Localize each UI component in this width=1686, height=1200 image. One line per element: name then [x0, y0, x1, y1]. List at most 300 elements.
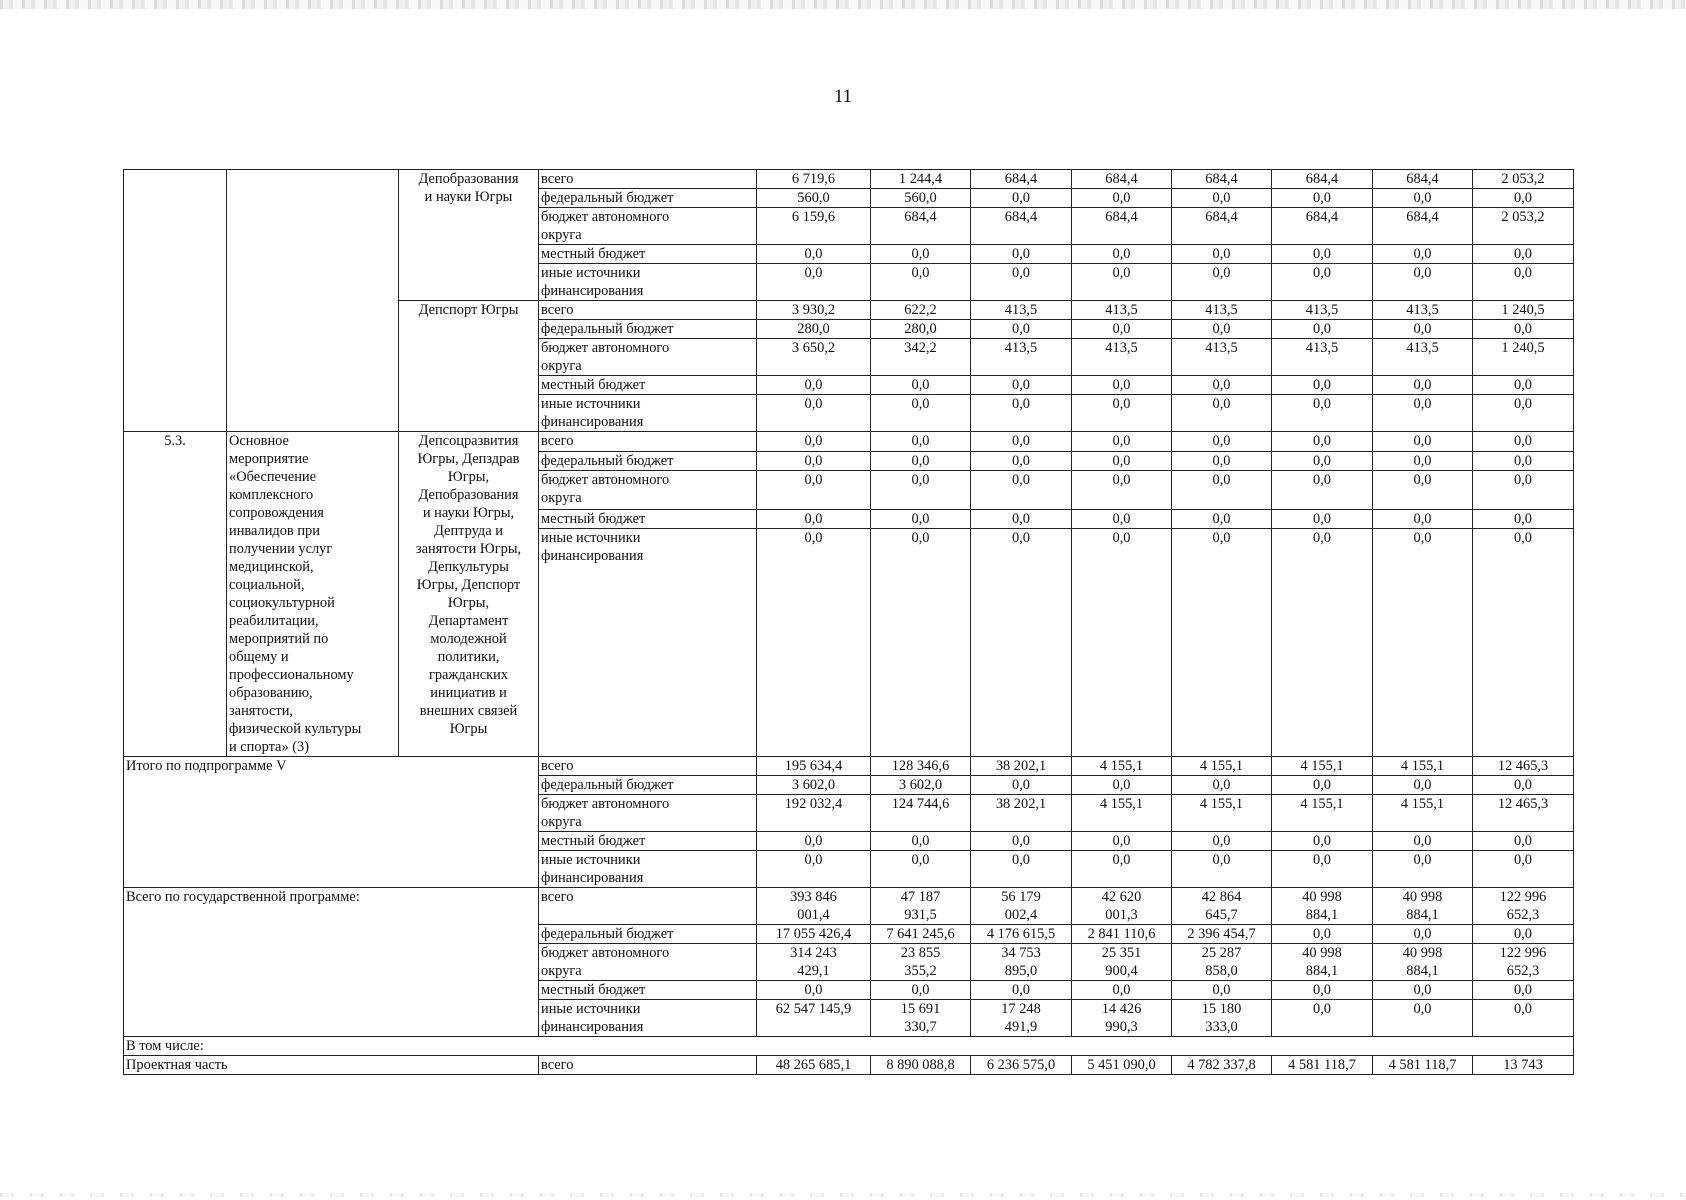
cell-text-line: 0,0	[1514, 1001, 1532, 1017]
executor-cell	[399, 432, 539, 757]
cell-text-line: всего	[541, 889, 574, 905]
value-cell	[1072, 320, 1172, 339]
value-cell	[1373, 189, 1473, 208]
value-cell	[871, 795, 971, 832]
cell-text-line: 413,5	[1205, 340, 1238, 356]
cell-text-line: 56 179	[1001, 889, 1041, 905]
table-row	[124, 888, 1574, 925]
value-cell	[971, 432, 1072, 452]
cell-text-line: 4 155,1	[1199, 758, 1244, 774]
cell-text-line: 0,0	[1413, 833, 1432, 849]
cell-text-line: и спорта» (3)	[229, 739, 310, 755]
funding-source-cell	[539, 851, 757, 888]
value-cell	[871, 888, 971, 925]
cell-text-line: 0,0	[911, 396, 930, 412]
cell-text-line: 0,0	[1012, 833, 1030, 849]
cell-text-line: политики,	[437, 649, 500, 665]
cell-text-line: иные источники	[541, 852, 641, 868]
value-cell	[971, 529, 1072, 757]
value-cell	[757, 776, 871, 795]
summary-label-cell	[124, 888, 539, 1037]
value-cell	[1373, 851, 1473, 888]
cell-text-line: социокультурной	[229, 595, 335, 611]
value-cell	[1473, 339, 1574, 376]
cell-text-line: 0,0	[1112, 452, 1131, 469]
value-cell	[1072, 189, 1172, 208]
value-cell	[971, 264, 1072, 301]
cell-text-line: 280,0	[797, 321, 830, 337]
cell-text-line: 6 719,6	[791, 171, 836, 187]
table-row	[124, 1056, 1574, 1075]
cell-text-line: округа	[541, 814, 582, 830]
cell-text-line: 4 176 615,5	[986, 926, 1056, 942]
cell-text-line: Югры,	[447, 469, 490, 485]
value-cell	[1473, 451, 1574, 471]
value-cell	[1272, 925, 1373, 944]
cell-text-line: Департамент	[428, 613, 509, 629]
value-cell	[1072, 339, 1172, 376]
cell-text-line: 0,0	[1313, 433, 1331, 449]
value-cell	[871, 189, 971, 208]
value-cell	[1072, 888, 1172, 925]
value-cell	[757, 944, 871, 981]
funding-source-cell	[539, 832, 757, 851]
cell-text-line: 0,0	[1313, 852, 1331, 868]
value-cell	[871, 451, 971, 471]
cell-text-line: 0,0	[1313, 510, 1331, 527]
cell-text-line: бюджет автономного	[541, 945, 670, 961]
value-cell	[1272, 981, 1373, 1000]
value-cell	[1373, 1000, 1473, 1037]
value-cell	[757, 320, 871, 339]
value-cell	[1072, 944, 1172, 981]
cell-text-line: местный бюджет	[541, 982, 646, 998]
cell-text-line: 25 351	[1101, 945, 1142, 961]
cell-text-line: 0,0	[1514, 396, 1532, 412]
cell-text-line: бюджет автономного	[541, 209, 670, 225]
cell-text-line: 0,0	[1112, 510, 1131, 527]
cell-text-line: 0,0	[804, 246, 823, 262]
cell-text-line: 0,0	[911, 530, 930, 547]
cell-text-line: 0,0	[1413, 190, 1432, 206]
cell-text-line: 40 998	[1302, 889, 1342, 905]
cell-text-line: гражданских	[428, 667, 509, 683]
cell-text-line: занятости Югры,	[415, 541, 522, 557]
cell-text-line: 0,0	[1212, 246, 1231, 262]
value-cell	[1072, 471, 1172, 509]
funding-source-cell	[539, 888, 757, 925]
value-cell	[871, 944, 971, 981]
cell-text-line: 0,0	[1313, 1001, 1331, 1017]
cell-text-line: 23 855	[900, 945, 941, 961]
value-cell	[1473, 509, 1574, 529]
cell-text-line: федеральный бюджет	[541, 926, 674, 942]
funding-source-cell	[539, 509, 757, 529]
cell-text-line: 684,4	[1305, 209, 1339, 225]
cell-text-line: 4 782 337,8	[1187, 1057, 1256, 1073]
cell-text-line: 0,0	[1313, 190, 1331, 206]
value-cell	[1373, 944, 1473, 981]
funding-source-cell	[539, 376, 757, 395]
value-cell	[1473, 1056, 1574, 1075]
cell-text-line: 413,5	[1406, 340, 1439, 356]
cell-text-line: 0,0	[1212, 265, 1231, 281]
cell-text-line: 0,0	[1514, 265, 1532, 281]
cell-text-line: 6 159,6	[791, 209, 836, 225]
value-cell	[1272, 1000, 1373, 1037]
value-cell	[1072, 776, 1172, 795]
value-cell	[1373, 888, 1473, 925]
value-cell	[1272, 776, 1373, 795]
value-cell	[1272, 471, 1373, 509]
value-cell	[971, 757, 1072, 776]
cell-text-line: округа	[541, 227, 582, 243]
value-cell	[871, 471, 971, 509]
cell-text-line: 0,0	[1514, 433, 1532, 449]
funding-source-cell	[539, 1056, 757, 1075]
cell-text-line: 0,0	[1313, 833, 1331, 849]
cell-text-line: округа	[541, 490, 582, 507]
value-cell	[871, 264, 971, 301]
funding-source-cell	[539, 395, 757, 432]
value-cell	[1072, 757, 1172, 776]
funding-source-cell	[539, 339, 757, 376]
budget-table	[123, 169, 1574, 1075]
value-cell	[757, 1056, 871, 1075]
cell-text-line: иные источники	[541, 396, 641, 412]
value-cell	[1272, 301, 1373, 320]
summary-label-cell	[124, 757, 539, 888]
cell-text-line: 12 465,3	[1497, 758, 1549, 774]
value-cell	[1473, 757, 1574, 776]
cell-text-line: 15 180	[1201, 1001, 1242, 1017]
cell-text-line: 413,5	[1205, 302, 1238, 318]
cell-text-line: 001,3	[1105, 907, 1138, 923]
cell-text-line: 42 620	[1101, 889, 1142, 905]
cell-text-line: 34 753	[1001, 945, 1041, 961]
cell-text-line: 0,0	[804, 833, 823, 849]
cell-text-line: 0,0	[1313, 246, 1331, 262]
cell-text-line: Депсоцразвития	[418, 433, 519, 449]
value-cell	[971, 471, 1072, 509]
cell-text-line: 652,3	[1506, 907, 1540, 923]
cell-text-line: 14 426	[1101, 1001, 1142, 1017]
cell-text-line: 2 396 454,7	[1187, 926, 1256, 942]
cell-text-line: 0,0	[1212, 321, 1231, 337]
cell-text-line: занятости,	[229, 703, 294, 719]
value-cell	[971, 509, 1072, 529]
cell-text-line: 4 155,1	[1099, 796, 1144, 812]
cell-text-line: 42 864	[1201, 889, 1242, 905]
cell-text-line: Депкультуры	[428, 559, 509, 575]
value-cell	[1373, 981, 1473, 1000]
cell-text-line: 0,0	[804, 982, 823, 998]
cell-text-line: 0,0	[911, 852, 930, 868]
value-cell	[1172, 189, 1272, 208]
cell-text-line: 124 744,6	[891, 796, 950, 812]
cell-text-line: 0,0	[804, 377, 823, 393]
cell-text-line: 393 846	[790, 889, 837, 905]
value-cell	[1473, 888, 1574, 925]
cell-text-line: 645,7	[1205, 907, 1238, 923]
cell-text-line: 342,2	[904, 340, 937, 356]
value-cell	[1272, 509, 1373, 529]
value-cell	[1172, 451, 1272, 471]
cell-text-line: 0,0	[1112, 530, 1131, 547]
cell-text-line: мероприятие	[229, 451, 309, 467]
cell-text-line: 684,4	[1205, 209, 1238, 225]
cell-text-line: иные источники	[541, 530, 641, 547]
cell-text-line: финансирования	[541, 414, 644, 430]
value-cell	[971, 376, 1072, 395]
value-cell	[1473, 981, 1574, 1000]
value-cell	[1272, 451, 1373, 471]
cell-text-line: 0,0	[1212, 190, 1231, 206]
measure-name-cell	[227, 170, 399, 432]
value-cell	[1373, 320, 1473, 339]
value-cell	[971, 981, 1072, 1000]
measure-number-cell	[124, 432, 227, 757]
cell-text-line: 413,5	[1305, 302, 1339, 318]
cell-text-line: 1 240,5	[1501, 340, 1545, 356]
cell-text-line: 330,7	[904, 1019, 937, 1035]
value-cell	[757, 264, 871, 301]
including-label: В том числе:	[126, 1038, 204, 1054]
cell-text-line: 0,0	[1212, 433, 1231, 449]
cell-text-line: 884,1	[1406, 907, 1439, 923]
cell-text-line: 0,0	[1313, 265, 1331, 281]
value-cell	[1272, 339, 1373, 376]
value-cell	[871, 432, 971, 452]
value-cell	[1473, 264, 1574, 301]
value-cell	[757, 925, 871, 944]
cell-text-line: 0,0	[1313, 452, 1331, 469]
cell-text-line: 0,0	[1313, 530, 1331, 547]
cell-text-line: 4 581 118,7	[1288, 1057, 1356, 1073]
value-cell	[871, 376, 971, 395]
cell-text-line: 0,0	[1413, 472, 1432, 489]
value-cell	[871, 301, 971, 320]
measure-number: 5.3.	[164, 433, 186, 449]
value-cell	[1272, 888, 1373, 925]
value-cell	[1272, 757, 1373, 776]
value-cell	[971, 925, 1072, 944]
executor-cell	[399, 301, 539, 432]
cell-text-line: 0,0	[1012, 852, 1030, 868]
cell-text-line: финансирования	[541, 870, 644, 886]
value-cell	[757, 832, 871, 851]
value-cell	[971, 944, 1072, 981]
value-cell	[1072, 451, 1172, 471]
value-cell	[1072, 395, 1172, 432]
value-cell	[757, 981, 871, 1000]
cell-text-line: 560,0	[904, 190, 937, 206]
value-cell	[757, 376, 871, 395]
value-cell	[871, 529, 971, 757]
cell-text-line: инициатив и	[430, 685, 507, 701]
cell-text-line: Депобразования	[418, 171, 519, 187]
value-cell	[1172, 376, 1272, 395]
value-cell	[1272, 208, 1373, 245]
cell-text-line: федеральный бюджет	[541, 452, 674, 469]
value-cell	[871, 509, 971, 529]
funding-source-cell	[539, 320, 757, 339]
value-cell	[1072, 432, 1172, 452]
value-cell	[1172, 208, 1272, 245]
value-cell	[971, 320, 1072, 339]
value-cell	[1373, 757, 1473, 776]
cell-text-line: 0,0	[911, 833, 930, 849]
cell-text-line: 0,0	[1514, 852, 1532, 868]
value-cell	[971, 245, 1072, 264]
cell-text-line: 13 743	[1503, 1057, 1543, 1073]
cell-text-line: 15 691	[900, 1001, 941, 1017]
cell-text-line: 684,4	[1305, 171, 1339, 187]
value-cell	[1272, 320, 1373, 339]
cell-text-line: местный бюджет	[541, 510, 646, 527]
cell-text-line: 0,0	[1012, 377, 1030, 393]
value-cell	[1373, 832, 1473, 851]
cell-text-line: 0,0	[911, 982, 930, 998]
cell-text-line: 0,0	[1413, 377, 1432, 393]
cell-text-line: 355,2	[904, 963, 937, 979]
cell-text-line: 280,0	[904, 321, 937, 337]
cell-text-line: внешних связей	[419, 703, 518, 719]
cell-text-line: 684,4	[1105, 209, 1138, 225]
value-cell	[1172, 795, 1272, 832]
cell-text-line: 122 996	[1499, 945, 1547, 961]
cell-text-line: реабилитации,	[229, 613, 319, 629]
cell-text-line: 413,5	[1105, 302, 1138, 318]
cell-text-line: 0,0	[804, 433, 823, 449]
value-cell	[971, 795, 1072, 832]
cell-text-line: социальной,	[229, 577, 305, 593]
value-cell	[1172, 264, 1272, 301]
cell-text-line: молодежной	[430, 631, 507, 647]
cell-text-line: 40 998	[1402, 889, 1443, 905]
value-cell	[1072, 301, 1172, 320]
value-cell	[871, 1056, 971, 1075]
funding-source-cell	[539, 529, 757, 757]
value-cell	[1473, 776, 1574, 795]
cell-text-line: 0,0	[1313, 396, 1331, 412]
cell-text-line: 0,0	[1112, 265, 1131, 281]
funding-source-cell	[539, 981, 757, 1000]
scan-edge-top	[0, 0, 1686, 9]
cell-text-line: 0,0	[1112, 777, 1131, 793]
scan-edge-bottom	[0, 1193, 1686, 1197]
cell-text-line: округа	[541, 963, 582, 979]
cell-text-line: 4 155,1	[1199, 796, 1244, 812]
funding-source-cell	[539, 301, 757, 320]
table-row	[124, 757, 1574, 776]
value-cell	[1072, 529, 1172, 757]
cell-text-line: 2 841 110,6	[1087, 926, 1156, 942]
value-cell	[1172, 888, 1272, 925]
value-cell	[1072, 925, 1172, 944]
funding-source-cell	[539, 170, 757, 189]
cell-text-line: 684,4	[904, 209, 937, 225]
cell-text-line: бюджет автономного	[541, 472, 670, 489]
cell-text-line: 0,0	[1012, 433, 1030, 449]
cell-text-line: 0,0	[1112, 396, 1131, 412]
value-cell	[757, 795, 871, 832]
cell-text-line: 0,0	[1212, 852, 1231, 868]
cell-text-line: 7 641 245,6	[886, 926, 955, 942]
page-number: 11	[833, 86, 853, 107]
cell-text-line: 0,0	[1112, 852, 1131, 868]
cell-text-line: 0,0	[911, 265, 930, 281]
cell-text-line: 0,0	[1112, 982, 1131, 998]
cell-text-line: 0,0	[1514, 777, 1532, 793]
cell-text-line: 12 465,3	[1497, 796, 1549, 812]
cell-text-line: всего	[541, 171, 574, 187]
value-cell	[1373, 339, 1473, 376]
cell-text-line: 931,5	[904, 907, 937, 923]
value-cell	[1172, 395, 1272, 432]
value-cell	[1072, 245, 1172, 264]
value-cell	[871, 339, 971, 376]
table-row	[124, 432, 1574, 452]
value-cell	[1072, 376, 1172, 395]
value-cell	[871, 170, 971, 189]
value-cell	[871, 925, 971, 944]
cell-text-line: 128 346,6	[891, 758, 950, 774]
value-cell	[1473, 208, 1574, 245]
cell-text-line: 002,4	[1004, 907, 1038, 923]
value-cell	[1473, 471, 1574, 509]
cell-text-line: 0,0	[1212, 530, 1231, 547]
value-cell	[1072, 981, 1172, 1000]
cell-text-line: 0,0	[1012, 452, 1030, 469]
cell-text-line: получении услуг	[229, 541, 333, 557]
value-cell	[871, 320, 971, 339]
funding-source-cell	[539, 795, 757, 832]
value-cell	[971, 1056, 1072, 1075]
value-cell	[871, 851, 971, 888]
cell-text-line: 195 634,4	[784, 758, 843, 774]
cell-text-line: 0,0	[804, 852, 823, 868]
cell-text-line: всего	[541, 758, 574, 774]
cell-text-line: местный бюджет	[541, 246, 646, 262]
table-row	[124, 170, 1574, 189]
value-cell	[1072, 509, 1172, 529]
value-cell	[1373, 301, 1473, 320]
cell-text-line: 413,5	[1004, 302, 1038, 318]
value-cell	[1373, 925, 1473, 944]
cell-text-line: 0,0	[1212, 833, 1231, 849]
summary-label: Всего по государственной программе:	[126, 889, 360, 905]
cell-text-line: финансирования	[541, 1019, 644, 1035]
value-cell	[757, 301, 871, 320]
value-cell	[971, 776, 1072, 795]
funding-source-cell	[539, 471, 757, 509]
cell-text-line: 4 155,1	[1099, 758, 1144, 774]
value-cell	[1373, 529, 1473, 757]
table-row	[124, 1037, 1574, 1056]
value-cell	[871, 776, 971, 795]
value-cell	[757, 451, 871, 471]
value-cell	[1272, 395, 1373, 432]
value-cell	[757, 395, 871, 432]
value-cell	[757, 529, 871, 757]
value-cell	[1272, 264, 1373, 301]
cell-text-line: 884,1	[1305, 963, 1339, 979]
measure-number-cell	[124, 170, 227, 432]
cell-text-line: 25 287	[1201, 945, 1242, 961]
value-cell	[1473, 245, 1574, 264]
value-cell	[1473, 170, 1574, 189]
